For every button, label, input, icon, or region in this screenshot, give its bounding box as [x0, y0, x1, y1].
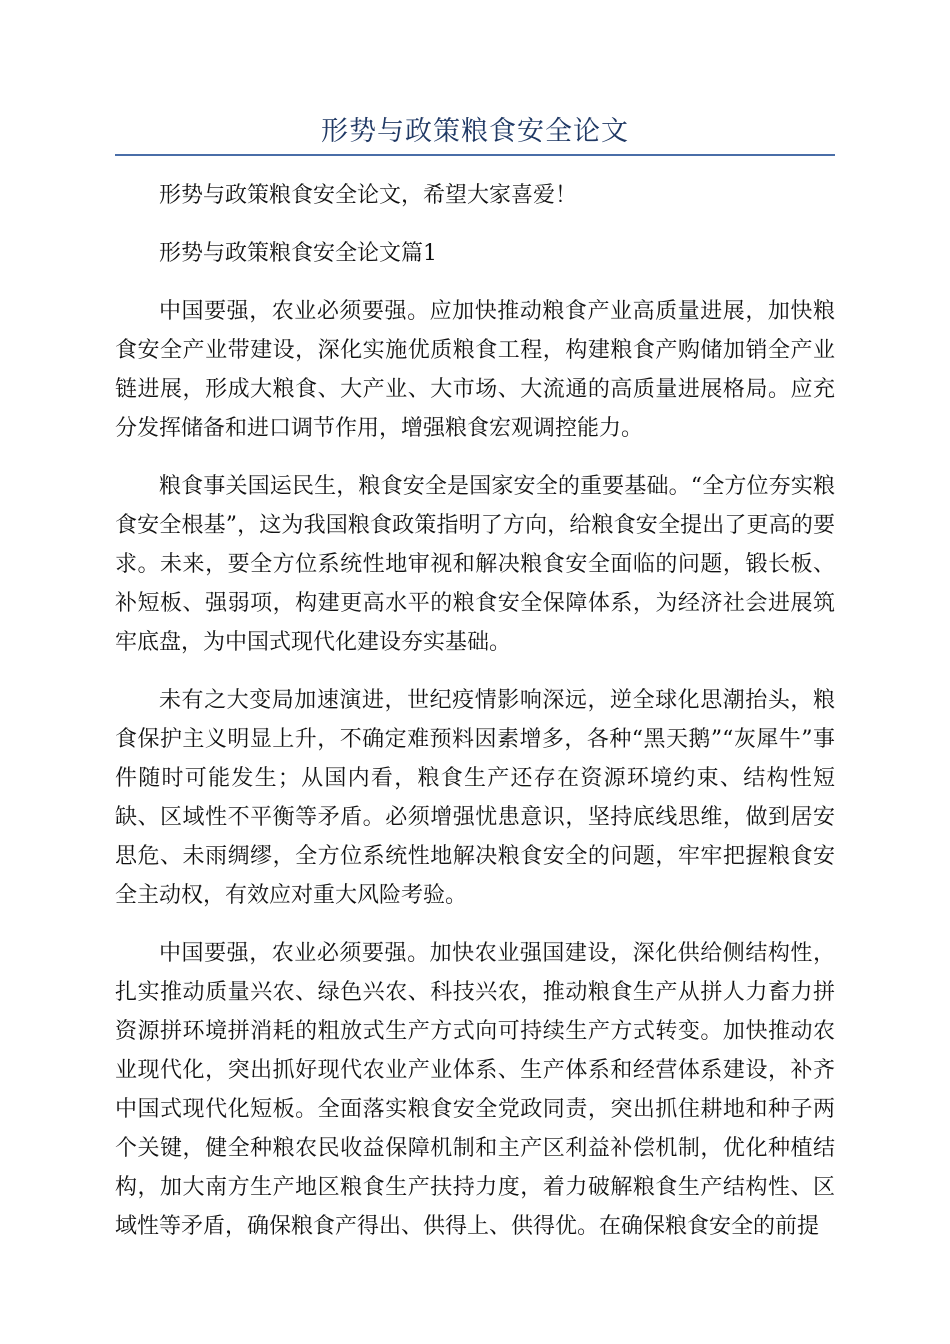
- document-body: [115, 176, 835, 1265]
- document-title: 形势与政策粮食安全论文: [321, 116, 629, 147]
- title-underline: [115, 154, 835, 156]
- intro-paragraph: 形势与政策粮食安全论文，希望大家喜爱！: [159, 183, 578, 208]
- body-paragraph: 粮食事关国运民生，粮食安全是国家安全的重要基础。“全方位夯实粮食安全根基”，这为我国粮食政策指明了方向，给粮食安全提出了更高的要求。未来，要全方位系统性地审视和解决粮食安全面临的问题，锻长板、补短板、强弱项，构建更高水平的粮食安全保障体系，为经济社会进展筑牢底盘，为中国式现代化建设夯实基础。: [115, 474, 835, 655]
- body-paragraph: 未有之大变局加速演进，世纪疫情影响深远，逆全球化思潮抬头，粮食保护主义明显上升，不确定难预料因素增多，各种“黑天鹅”“灰犀牛”事件随时可能发生；从国内看，粮食生产还存在资源环境约束、结构性短缺、区域性不平衡等矛盾。必须增强忧患意识，坚持底线思维，做到居安思危、未雨绸缪，全方位系统性地解决粮食安全的问题，牢牢把握粮食安全主动权，有效应对重大风险考验。: [115, 688, 835, 908]
- body-paragraph: 中国要强，农业必须要强。加快农业强国建设，深化供给侧结构性，扎实推动质量兴农、绿色兴农、科技兴农，推动粮食生产从拼人力畜力拼资源拼环境拼消耗的粗放式生产方式向可持续生产方式转变。加快推动农业现代化，突出抓好现代农业产业体系、生产体系和经营体系建设，补齐中国式现代化短板。全面落实粮食安全党政同责，突出抓住耕地和种子两个关键，健全种粮农民收益保障机制和主产区利益补偿机制，优化种植结构，加大南方生产地区粮食生产扶持力度，着力破解粮食生产结构性、区域性等矛盾，确保粮食产得出、供得上、供得优。在确保粮食安全的前提: [115, 941, 835, 1239]
- body-paragraph: 中国要强，农业必须要强。应加快推动粮食产业高质量进展，加快粮食安全产业带建设，深化实施优质粮食工程，构建粮食产购储加销全产业链进展，形成大粮食、大产业、大市场、大流通的高质量进展格局。应充分发挥储备和进口调节作用，增强粮食宏观调控能力。: [115, 299, 835, 441]
- section-heading: 形势与政策粮食安全论文篇1: [159, 241, 437, 266]
